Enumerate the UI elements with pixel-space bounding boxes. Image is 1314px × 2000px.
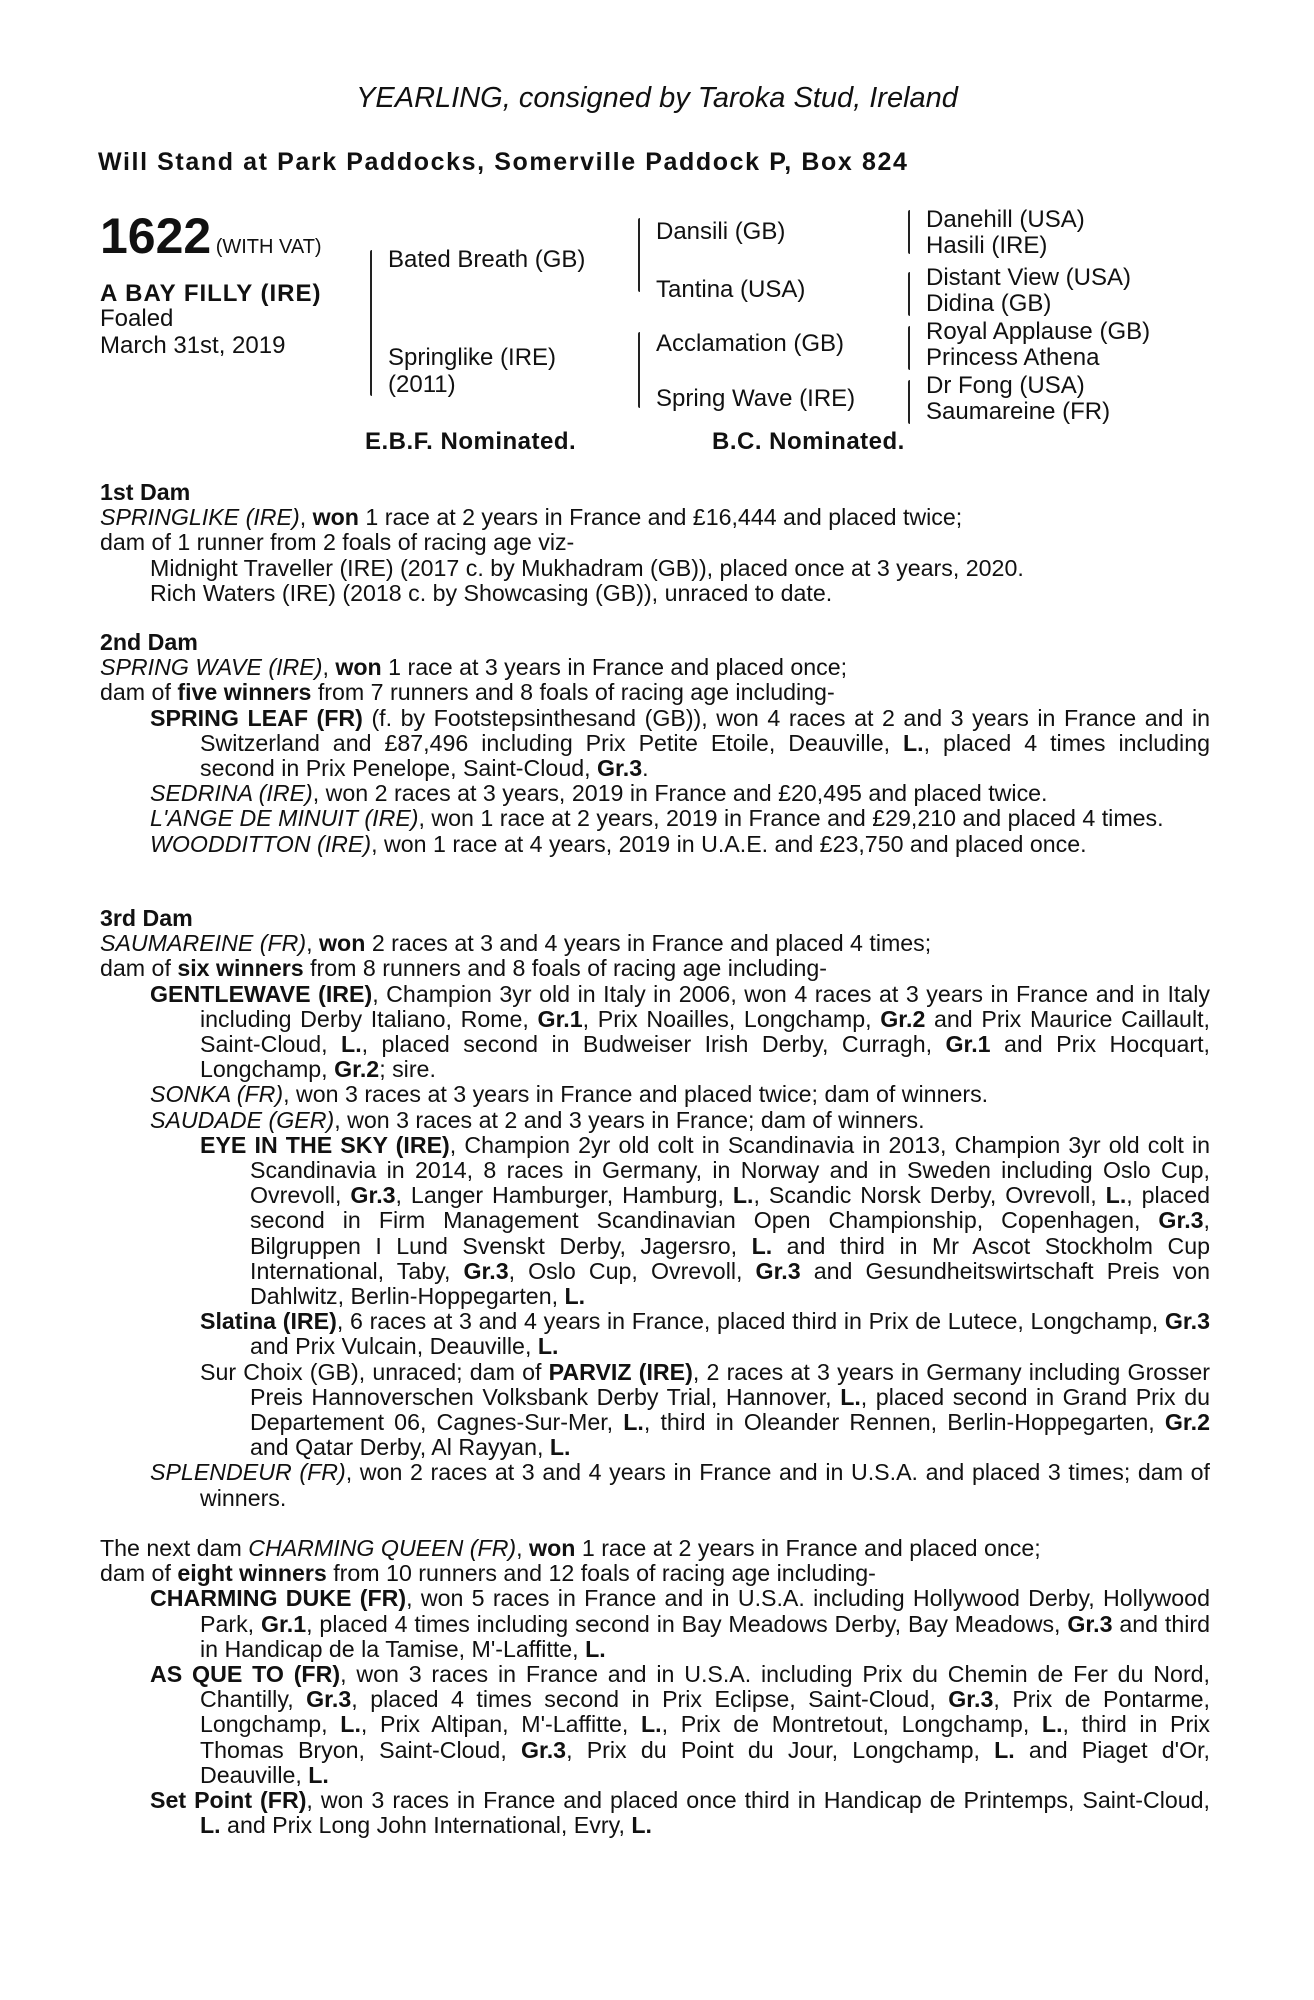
text-fragment: , won 5 races in France and in U.S.A. including Hollywood Derby, Hollywood Park, (200, 1585, 1210, 1637)
horse-name: L'ANGE DE MINUIT (IRE) (150, 805, 419, 832)
ebf-nomination: E.B.F. Nominated. (365, 428, 577, 455)
race-grade: Gr.3 (463, 1257, 509, 1284)
text-fragment: , won 1 race at 2 years, 2019 in France and £29,210 and placed 4 times. (418, 805, 1164, 832)
text-fragment: and Prix Hocquart, Longchamp, (200, 1031, 1210, 1083)
lot-number: 1622 (100, 208, 212, 264)
horse-name: CHARMING DUKE (FR) (150, 1585, 407, 1612)
race-grade: Gr.2 (1164, 1409, 1210, 1436)
progeny-entry (100, 1662, 1210, 1788)
progeny-entry (100, 1108, 1210, 1133)
progeny-entry (100, 806, 1210, 831)
race-grade: L. (308, 1761, 329, 1788)
text-fragment: ; sire. (379, 1056, 436, 1083)
progeny-entry: Midnight Traveller (IRE) (2017 c. by Mukhadram (GB)), placed once at 3 years, 2020. (150, 554, 1024, 581)
won-label: won (529, 1535, 576, 1561)
race-grade: Gr.1 (261, 1610, 307, 1637)
pedigree-brace-6b (908, 348, 910, 370)
produce-summary: dam of 1 runner from 2 foals of racing age viz- (100, 529, 575, 556)
pedigree-brace-1b (370, 328, 372, 396)
pedigree-sss: Danehill (USA) (926, 206, 1085, 233)
produce-summary (100, 956, 1210, 981)
pedigree-brace-5a (908, 272, 910, 294)
stabling-location: Will Stand at Park Paddocks, Somerville Paddock P, Box 824 (98, 148, 909, 176)
foaled-label: Foaled (100, 305, 174, 332)
text-fragment: , won 1 race at 4 years, 2019 in U.A.E. and £23,750 and placed once. (371, 830, 1087, 857)
section-heading: 1st Dam (100, 479, 191, 505)
race-grade: L. (732, 1182, 754, 1209)
pedigree-brace-7a (908, 380, 910, 402)
first-dam-section (100, 480, 1210, 606)
second-dam-section (100, 630, 1210, 857)
text-fragment: , Bilgruppen I Lund Svenskt Derby, Jagersro, (250, 1207, 1210, 1259)
race-grade: Gr.3 (1164, 1308, 1210, 1335)
horse-name: EYE IN THE SKY (IRE) (200, 1131, 450, 1158)
text-fragment: from 7 runners and 8 foals of racing age including- (311, 679, 835, 706)
race-grade: L. (585, 1635, 606, 1662)
pedigree-sdd: Didina (GB) (926, 290, 1052, 317)
race-grade: Gr.2 (880, 1005, 926, 1032)
pedigree-dam-year: (2011) (388, 371, 456, 398)
dam-line (100, 655, 1210, 680)
pedigree-dss: Royal Applause (GB) (926, 318, 1151, 345)
text-fragment: , Prix de Montretout, Longchamp, (661, 1711, 1042, 1738)
pedigree-dam-sire: Acclamation (GB) (656, 330, 845, 357)
pedigree-sire: Bated Breath (GB) (388, 246, 586, 273)
text-fragment: and third in Mr Ascot Stockholm Cup International, Taby, (250, 1232, 1210, 1284)
pedigree-dds: Dr Fong (USA) (926, 372, 1085, 399)
dam-line (100, 931, 1210, 956)
progeny-entry (100, 781, 1210, 806)
horse-name: Set Point (FR) (150, 1787, 307, 1814)
text-fragment: 1 race at 2 years in France and placed once; (575, 1535, 1041, 1561)
text-fragment: and Piaget d'Or, Deauville, (200, 1736, 1210, 1788)
progeny-entry (100, 1082, 1210, 1107)
won-label: won (335, 654, 382, 681)
pedigree-ddd: Saumareine (FR) (926, 398, 1111, 425)
progeny-entry (100, 1586, 1210, 1662)
text-fragment: , 2 races at 3 years in Germany including Grosser Preis Hannoverschen Volksbank Derby Trial, Hannover, (250, 1358, 1210, 1410)
horse-name: WOODDITTON (IRE) (150, 830, 372, 857)
progeny-entry: Rich Waters (IRE) (2018 c. by Showcasing (GB)), unraced to date. (150, 579, 833, 606)
text-fragment: , 6 races at 3 and 4 years in France, placed third in Prix de Lutece, Longchamp, (336, 1308, 1165, 1335)
text-fragment: , placed 4 times including second in Bay Meadows Derby, Bay Meadows, (306, 1610, 1068, 1637)
text-fragment: dam of (100, 679, 178, 706)
text-fragment: 1 race at 2 years in France and £16,444 and placed twice; (358, 504, 963, 531)
text-fragment: , won 3 races at 2 and 3 years in France; dam of winners. (334, 1106, 925, 1133)
race-grade: Gr.1 (537, 1005, 583, 1032)
horse-name: AS QUE TO (FR) (150, 1661, 341, 1688)
text-fragment: , (306, 930, 320, 957)
race-grade: L. (994, 1736, 1015, 1763)
race-grade: L. (902, 729, 924, 756)
text-fragment: and Qatar Derby, Al Rayyan, (250, 1434, 550, 1461)
text-fragment: Sur Choix (GB), unraced; dam of (200, 1358, 549, 1385)
race-grade: Gr.3 (755, 1257, 801, 1284)
race-grade: Gr.3 (1067, 1610, 1113, 1637)
race-grade: Gr.3 (350, 1182, 396, 1209)
text-fragment: from 10 runners and 12 foals of racing age including- (326, 1560, 876, 1587)
won-label: won (312, 504, 359, 531)
progeny-entry (100, 1309, 1210, 1359)
progeny-entry (100, 832, 1210, 857)
horse-name: PARVIZ (IRE) (548, 1358, 693, 1385)
text-fragment: , placed second in Budweiser Irish Derby, Curragh, (361, 1031, 946, 1058)
foaled-date: March 31st, 2019 (100, 332, 286, 359)
race-grade: L. (564, 1283, 586, 1310)
progeny-entry (100, 1460, 1210, 1510)
pedigree-dam-dam: Spring Wave (IRE) (656, 385, 856, 412)
text-fragment: , won 3 races at 3 years in France and placed twice; dam of winners. (283, 1081, 989, 1108)
horse-name: SEDRINA (IRE) (150, 780, 313, 807)
horse-name: SONKA (FR) (150, 1081, 284, 1108)
race-grade: L. (751, 1232, 773, 1259)
text-fragment: and Prix Maurice Caillault, Saint-Cloud, (200, 1005, 1210, 1058)
race-grade: Gr.3 (948, 1686, 994, 1713)
horse-name: SPLENDEUR (FR) (150, 1459, 346, 1486)
text-fragment: , Scandic Norsk Derby, Ovrevoll, (753, 1182, 1106, 1209)
pedigree-brace-6a (908, 326, 910, 348)
winners-count: six winners (177, 955, 304, 982)
text-fragment: and Prix Long John International, Evry, (220, 1812, 632, 1839)
text-fragment: , placed second in Grand Prix du Departement 06, Cagnes-Sur-Mer, (250, 1383, 1210, 1436)
pedigree-sire-sire: Dansili (GB) (656, 218, 786, 245)
race-grade: L. (340, 1711, 361, 1738)
produce-summary (100, 1561, 1210, 1586)
race-grade: L. (840, 1383, 861, 1410)
lot-number-line (100, 207, 322, 265)
horse-name: SPRING LEAF (FR) (150, 704, 363, 731)
text-fragment: , Prix du Point du Jour, Longchamp, (566, 1736, 995, 1763)
race-grade: L. (549, 1434, 571, 1461)
pedigree-brace-3b (638, 372, 640, 408)
section-heading: 3rd Dam (100, 905, 193, 931)
dam-line (100, 505, 1210, 530)
race-grade: Gr.1 (945, 1031, 991, 1058)
pedigree-brace-2b (638, 248, 640, 292)
sale-title: YEARLING, consigned by Taroka Stud, Ireland (356, 82, 958, 114)
horse-name: SAUMAREINE (FR) (100, 930, 307, 957)
text-fragment: , (322, 654, 336, 681)
race-grade: L. (631, 1812, 652, 1839)
pedigree-sire-dam: Tantina (USA) (656, 276, 806, 303)
text-fragment: , Champion 3yr old in Italy in 2006, won 4 races at 3 years in France and in Italy including Derby Italiano, Rome, (200, 980, 1211, 1032)
text-fragment: , placed 4 times second in Prix Eclipse, Saint-Cloud, (351, 1686, 949, 1713)
text-fragment: , won 3 races in France and in U.S.A. including Prix du Chemin de Fer du Nord, Chantilly, (200, 1661, 1211, 1713)
pedigree-brace-4b (908, 232, 910, 254)
race-grade: Gr.2 (334, 1056, 380, 1083)
pedigree-brace-3a (638, 332, 640, 372)
text-fragment: , placed 4 times including second in Prix Penelope, Saint-Cloud, (200, 729, 1210, 782)
progeny-entry (100, 1133, 1210, 1309)
pedigree-brace-5b (908, 294, 910, 316)
progeny-entry (100, 982, 1210, 1083)
pedigree-brace-4a (908, 210, 910, 232)
pedigree-dsd: Princess Athena (926, 344, 1100, 371)
text-fragment: , Prix Altipan, M'-Laffitte, (360, 1711, 641, 1738)
text-fragment: , won 2 races at 3 and 4 years in France and in U.S.A. and placed 3 times; dam of winners. (200, 1459, 1210, 1511)
text-fragment: from 8 runners and 8 foals of racing age including- (303, 955, 827, 982)
horse-name: SPRINGLIKE (IRE) (100, 504, 300, 531)
race-grade: L. (537, 1333, 559, 1360)
horse-name: CHARMING QUEEN (FR) (248, 1535, 517, 1561)
won-label: won (319, 930, 366, 957)
race-grade: L. (1041, 1711, 1063, 1738)
race-grade: L. (200, 1812, 221, 1839)
progeny-entry (100, 1788, 1210, 1838)
text-fragment: dam of (100, 955, 178, 982)
text-fragment: , third in Prix Thomas Bryon, Saint-Cloud, (200, 1711, 1210, 1763)
race-grade: L. (341, 1031, 362, 1058)
text-fragment: (f. by Footstepsinthesand (GB)), won 4 races at 2 and 3 years in France and in Switzerland and £87,496 including Prix Petite Etoile, Deauville, (200, 704, 1210, 756)
text-fragment: 1 race at 3 years in France and placed once; (381, 654, 848, 681)
bc-nomination: B.C. Nominated. (712, 428, 905, 455)
section-heading: 2nd Dam (100, 629, 198, 655)
horse-name: SPRING WAVE (IRE) (100, 654, 323, 681)
text-fragment: , (299, 504, 313, 531)
text-fragment: and third in Handicap de la Tamise, M'-Laffitte, (200, 1610, 1210, 1662)
race-grade: L. (1105, 1182, 1127, 1209)
text-fragment: , placed second in Firm Management Scandinavian Open Championship, Copenhagen, (250, 1182, 1210, 1234)
lot-description: A BAY FILLY (IRE) (100, 280, 322, 307)
text-fragment: , Prix de Pontarme, Longchamp, (200, 1686, 1210, 1738)
winners-count: five winners (177, 679, 312, 706)
text-fragment: , Langer Hamburger, Hamburg, (395, 1182, 733, 1209)
third-dam-section (100, 906, 1210, 1511)
text-fragment: . (642, 755, 649, 782)
text-fragment: 2 races at 3 and 4 years in France and placed 4 times; (365, 930, 932, 957)
text-fragment: and Prix Vulcain, Deauville, (250, 1333, 538, 1360)
winners-count: eight winners (177, 1560, 327, 1587)
text-fragment: , Prix Noailles, Longchamp, (582, 1005, 881, 1032)
text-fragment: , (516, 1535, 530, 1561)
horse-name: Slatina (IRE) (200, 1308, 337, 1335)
text-fragment: , Champion 2yr old colt in Scandinavia in 2013, Champion 3yr old colt in Scandinavia in 2014, 8 races in Germany, in Norway and in Sweden including Oslo Cup, Ovrevoll, (250, 1131, 1210, 1209)
race-grade: Gr.3 (1158, 1207, 1204, 1234)
vat-label: (WITH VAT) (215, 236, 322, 258)
race-grade: Gr.3 (306, 1686, 352, 1713)
progeny-entry (100, 706, 1210, 782)
text-fragment: and Gesundheitswirtschaft Preis von Dahlwitz, Berlin-Hoppegarten, (250, 1257, 1210, 1310)
text-fragment: , Oslo Cup, Ovrevoll, (508, 1257, 756, 1284)
dam-line (100, 1536, 1210, 1561)
pedigree-brace-1 (370, 250, 372, 328)
progeny-entry (100, 1360, 1210, 1461)
text-fragment: , third in Oleander Rennen, Berlin-Hoppegarten, (643, 1409, 1165, 1436)
text-fragment: , won 2 races at 3 years, 2019 in France and £20,495 and placed twice. (312, 780, 1048, 807)
pedigree-sds: Distant View (USA) (926, 264, 1131, 291)
pedigree-brace-7b (908, 402, 910, 424)
produce-summary (100, 680, 1210, 705)
text-fragment: , won 3 races in France and placed once third in Handicap de Printemps, Saint-Cloud, (306, 1787, 1210, 1814)
race-grade: L. (641, 1711, 662, 1738)
text-fragment: dam of (100, 1560, 178, 1587)
race-grade: Gr.3 (520, 1736, 567, 1763)
pedigree-ssd: Hasili (IRE) (926, 232, 1048, 259)
text-fragment: The next dam (100, 1535, 249, 1561)
next-dam-section (100, 1536, 1210, 1838)
pedigree-dam: Springlike (IRE) (388, 344, 557, 371)
race-grade: Gr.3 (597, 755, 643, 782)
horse-name: GENTLEWAVE (IRE) (150, 980, 373, 1007)
race-grade: L. (623, 1409, 644, 1436)
pedigree-brace-2a (638, 218, 640, 248)
horse-name: SAUDADE (GER) (150, 1106, 335, 1133)
